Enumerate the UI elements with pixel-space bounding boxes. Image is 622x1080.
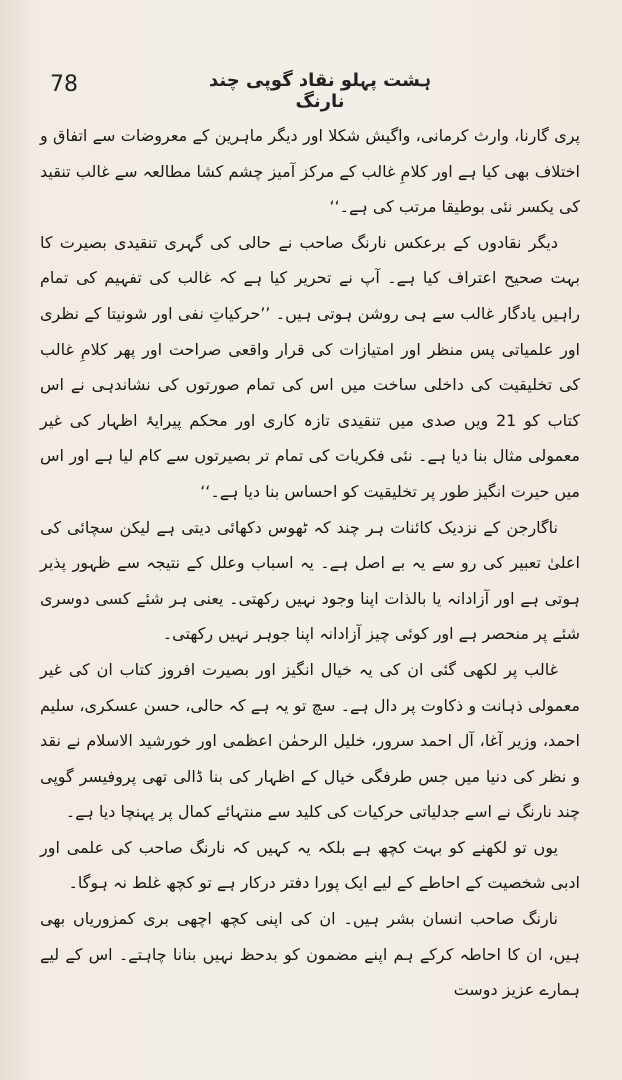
paragraph: نارنگ صاحب انسان بشر ہیں۔ ان کی اپنی کچھ اچھی بری کمزوریاں بھی ہیں، ان کا احاطہ کرکے ہم اپنے مضمون کو بدحظ نہیں بنانا چاہتے۔ اس کے لیے ہمارے عزیز دوست bbox=[40, 909, 580, 1000]
body-text bbox=[40, 118, 580, 1008]
paragraph: دیگر نقادوں کے برعکس نارنگ صاحب نے حالی کی گہری تنقیدی بصیرت کا بہت صحیح اعتراف کیا ہے۔ آپ نے تحریر کیا ہے کہ غالب کی تفہیم کی تمام راہیں یادگار غالب سے ہی روشن ہوتی ہیں۔ ’’حرکیاتِ نفی اور شونیتا کے نظری اور علمیاتی پس منظر اور امتیازات کی قرار واقعی صراحت اور پھر کلامِ غالب کی تخلیقیت کی داخلی ساخت میں اس کی تمام صورتوں کی نشاندہی نے اس کتاب کو 21 ویں صدی میں تنقیدی تازہ کاری اور محکم پیرایۂ اظہار کی غیر معمولی مثال بنا دیا ہے۔ نئی فکریات کی تمام تر بصیرتوں سے کام لیا ہے اور اس میں حیرت انگیز طور پر تخلیقیت کو احساس بنا دیا ہے۔‘‘ bbox=[40, 232, 580, 501]
paragraph: یوں تو لکھنے کو بہت کچھ ہے بلکہ یہ کہیں کہ نارنگ صاحب کی علمی اور ادبی شخصیت کے احاطے کے لیے ایک پورا دفتر درکار ہے تو کچھ غلط نہ ہوگا۔ bbox=[40, 837, 580, 893]
paragraph: پری گارنا، وارث کرمانی، واگیش شکلا اور دیگر ماہرین کے معروضات سے اتفاق و اختلاف بھی کیا ہے اور کلامِ غالب کے مرکز آمیز چشم کشا مطالعہ سے غالب تنقید کی یکسر نئی بوطیقا مرتب کی ہے۔‘‘ bbox=[40, 126, 580, 217]
paragraph: غالب پر لکھی گئی ان کی یہ خیال انگیز اور بصیرت افروز کتاب ان کی غیر معمولی ذہانت و ذکاوت پر دال ہے۔ سچ تو یہ ہے کہ حالی، حسن عسکری، سلیم احمد، وزیر آغا، آل احمد سرور، خلیل الرحمٰن اعظمی اور خورشید الاسلام نے نقد و نظر کی دنیا میں جس طرفگی خیال کے اظہار کی بنا ڈالی تھی پروفیسر گوپی چند نارنگ نے اسے جدلیاتی حرکیات کی کلید سے منتہائے کمال پر پہنچا دیا ہے۔ bbox=[40, 659, 580, 822]
page-number: 78 bbox=[50, 72, 78, 97]
running-head: ہشت پہلو نقاد گوپی چند نارنگ bbox=[208, 70, 432, 112]
paragraph: ناگارجن کے نزدیک کائنات ہر چند کہ ٹھوس دکھائی دیتی ہے لیکن سچائی کی اعلیٰ تعبیر کی رو سے یہ بے اصل ہے۔ یہ اسباب وعلل کے نتیجہ سے ظہور پذیر ہوتی ہے اور آزادانہ یا بالذات اپنا وجود نہیں رکھتی۔ یعنی ہر شئے کسی دوسری شئے پر منحصر ہے اور کوئی چیز آزادانہ اپنا جوہر نہیں رکھتی۔ bbox=[40, 517, 580, 644]
